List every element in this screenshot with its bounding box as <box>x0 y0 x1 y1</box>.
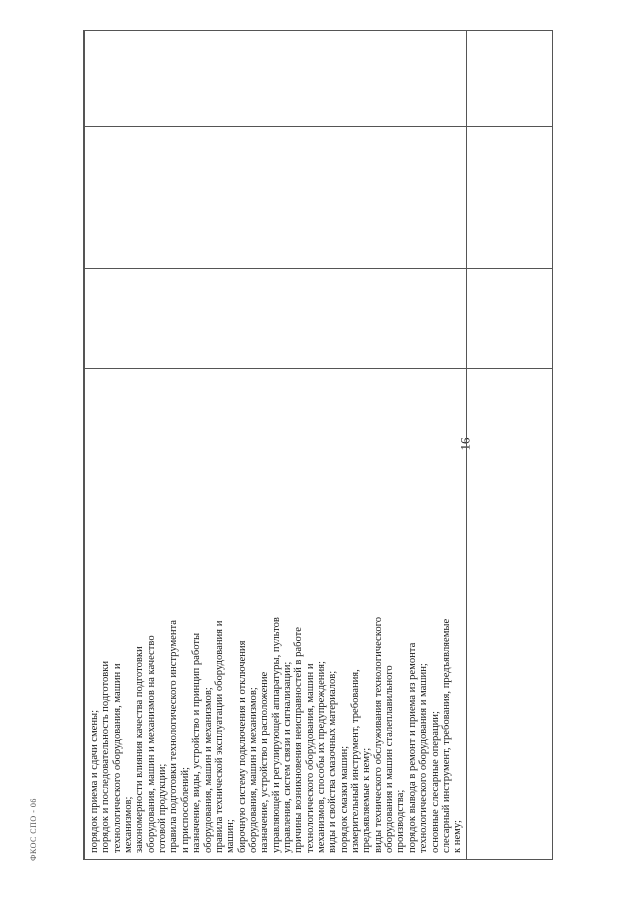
page-number: 16 <box>457 437 473 451</box>
text-line: основные слесарные операции; <box>429 711 441 853</box>
text-line: готовой продукции; <box>157 763 169 853</box>
text-line: порядок смазки машин; <box>338 745 350 853</box>
table-cell-knowledge <box>84 469 466 859</box>
text-line: причины возникновения неисправностей в работе <box>293 627 305 853</box>
text-line: измерительный инструмент, требования, <box>350 669 362 853</box>
text-line: порядок и последовательность подготовки <box>100 660 112 853</box>
text-line: оборудования, машин и механизмов; <box>202 687 214 853</box>
text-line: слесарный инструмент, требования, предъявляемые <box>440 618 452 853</box>
text-line: правила подготовки технологического инструмента <box>168 619 180 853</box>
text-line: оборудования, машин и механизмов на качество <box>145 635 157 853</box>
text-line: и приспособлений; <box>179 767 191 853</box>
footer-mark: ФКОС СПО - 06 <box>28 798 38 861</box>
text-line: предъявляемые к нему; <box>361 747 373 853</box>
text-line: правила технической эксплуатации оборудования и <box>213 620 225 853</box>
text-line: виды и свойства смазочных материалов; <box>327 670 339 853</box>
text-line: производства; <box>395 789 407 853</box>
text-line: порядок приема и сдачи смены; <box>89 709 100 853</box>
text-line: управления, систем связи и сигнализации; <box>281 661 293 853</box>
column-divider <box>466 31 467 859</box>
text-line: технологического оборудования, машин и <box>111 663 123 853</box>
text-line: механизмов, способы их предупреждения; <box>316 661 327 853</box>
text-line: виды технического обслуживания технологического <box>372 616 384 853</box>
text-line: назначение, устройство и расположение <box>259 671 271 853</box>
text-line: назначение, виды, устройство и принцип работы <box>191 632 203 853</box>
text-line: технологического оборудования, машин и <box>304 663 316 853</box>
text-line: машин; <box>225 819 237 853</box>
text-line: механизмов; <box>123 796 135 853</box>
text-line: бирочную систему подключения и отключения <box>236 640 248 853</box>
row-divider <box>84 368 552 369</box>
text-line: оборудования, машин и механизмов; <box>247 687 259 853</box>
row-divider <box>84 268 552 269</box>
rotated-table <box>83 30 553 860</box>
text-line: закономерности влияния качества подготовки <box>134 646 146 853</box>
row-divider <box>84 126 552 127</box>
text-line: к нему; <box>452 820 464 853</box>
text-line: оборудования и машин сталеплавильного <box>384 665 396 853</box>
text-line: управляющей и регулирующей аппаратуры, пультов <box>270 617 282 853</box>
text-line: технологического оборудования и машин; <box>418 663 430 853</box>
text-line: порядок вывода в ремонт и приема из ремонта <box>406 642 418 853</box>
